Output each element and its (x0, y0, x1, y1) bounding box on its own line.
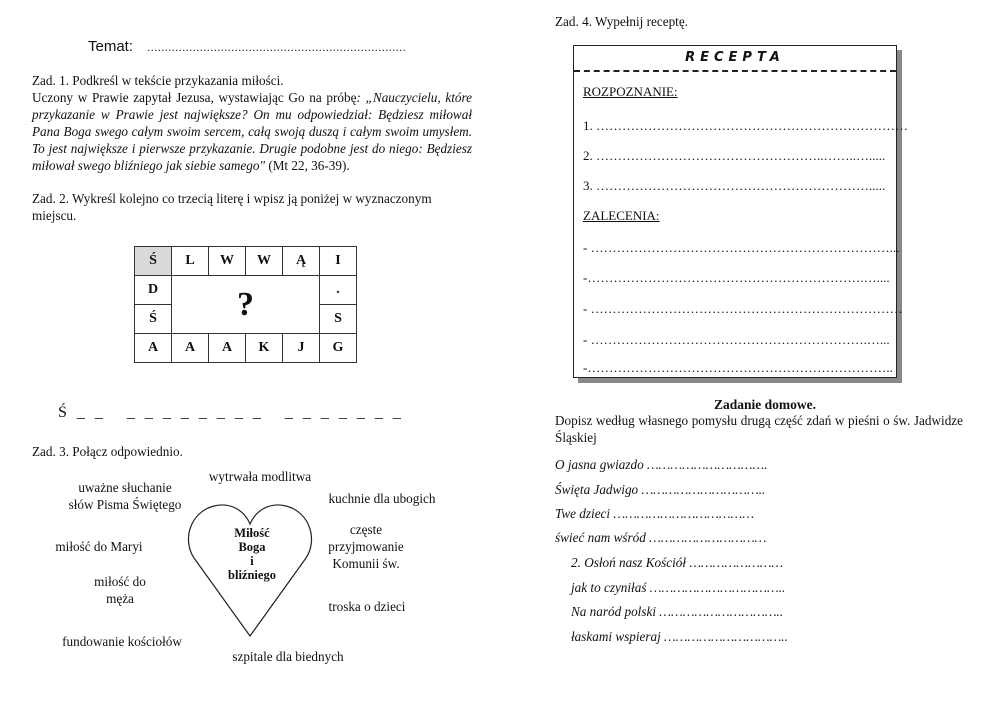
grid-cell: J (283, 334, 320, 363)
answer-word-1: _ _ (76, 404, 106, 421)
heart-line: Miłość (234, 526, 270, 540)
heart-line: bliźniego (228, 568, 276, 582)
recipe-dashed-divider (574, 70, 896, 72)
letter-grid (134, 246, 357, 363)
grid-cell: W (246, 247, 283, 276)
song-line[interactable]: 2. Osłoń nasz Kościół …………………… (571, 555, 784, 570)
answer-first-letter: Ś (58, 404, 70, 421)
topic-blank: .......................................................................... (147, 40, 407, 54)
task-3-title: Zad. 3. Połącz odpowiednio. (32, 444, 183, 459)
recommendations-heading: ZALECENIA: (583, 208, 660, 223)
song-line[interactable]: świeć nam wśród ………………………… (555, 530, 767, 545)
task-1-title: Zad. 1. Podkreśl w tekście przykazania miłości. (32, 73, 284, 88)
item-text: męża (106, 591, 134, 606)
item-mary[interactable]: miłość do Maryi (55, 539, 143, 554)
grid-cell: W (209, 247, 246, 276)
recommendation-line-1[interactable]: - ……………………………………………………………... (583, 240, 900, 255)
diagnosis-line-3[interactable]: 3. ………………………………………………………..... (583, 178, 886, 193)
item-prayer[interactable]: wytrwała modlitwa (208, 469, 312, 484)
heart-line: Boga (238, 540, 266, 554)
item-churches[interactable]: fundowanie kościołów (62, 634, 182, 649)
song-line[interactable]: Święta Jadwigo ………………………….. (555, 482, 766, 497)
song-line[interactable]: łaskami wspieraj ………………………….. (571, 629, 788, 644)
answer-blanks[interactable] (58, 404, 404, 422)
task-1-quote: : „Nauczycielu, które przykazanie w Prawie jest największe? On mu odpowiedział: Będziesz miłował Pana Boga swego całym swoim sercem, całą swoją duszą i całym swoim umysłem. To jest największe i pierwsze przykazanie. Drugie podobne jest do niego: Będziesz miłował swego bliźniego jak siebie samego" (32, 90, 472, 173)
song-line[interactable]: Twe dzieci ……………………………… (555, 506, 755, 521)
task-1-text (32, 89, 472, 174)
grid-cell: I (320, 247, 357, 276)
grid-cell: K (246, 334, 283, 363)
song-line[interactable]: Na naród polski ………………………….. (571, 604, 784, 619)
item-communion[interactable] (316, 521, 416, 572)
diagnosis-line-2[interactable]: 2. ……………………………………………..……..…..... (583, 148, 886, 163)
grid-cell: A (209, 334, 246, 363)
homework-title: Zadanie domowe. (713, 397, 816, 412)
item-text: Komunii św. (332, 556, 400, 571)
grid-cell: A (135, 334, 172, 363)
recommendation-line-5[interactable]: -…………………………………………………………….. (583, 360, 893, 375)
grid-cell: D (135, 276, 172, 305)
item-kitchens[interactable]: kuchnie dla ubogich (328, 491, 436, 506)
item-text: miłość do (94, 574, 146, 589)
topic-label: Temat: (88, 38, 134, 55)
topic-line (88, 38, 406, 55)
recommendation-line-3[interactable]: - ……………………………………………………………… (583, 301, 903, 316)
grid-cell: Ś (135, 305, 172, 334)
recipe-card (573, 45, 908, 378)
homework-instruction: Dopisz według własnego pomysłu drugą część zdań w pieśni o św. Jadwidze Śląskiej (555, 413, 963, 445)
question-mark: ? (237, 285, 254, 323)
grid-cell: Ą (283, 247, 320, 276)
task-1-reference: (Mt 22, 36-39). (265, 158, 350, 173)
grid-cell: Ś (135, 247, 172, 276)
item-hospitals[interactable]: szpitale dla biednych (232, 649, 344, 664)
item-children[interactable]: troska o dzieci (328, 599, 406, 614)
answer-word-2: _ _ _ _ _ _ _ _ (126, 404, 264, 421)
grid-cell: A (172, 334, 209, 363)
diagnosis-line-1[interactable]: 1. ……………………………………………………………… (583, 118, 908, 133)
song-line[interactable]: jak to czyniłaś …………………………….. (571, 580, 786, 595)
grid-cell: G (320, 334, 357, 363)
grid-cell: S (320, 305, 357, 334)
heart-line: i (250, 554, 254, 568)
recommendation-line-4[interactable]: - ……………………………………………………….…... (583, 332, 890, 347)
item-text: słów Pisma Świętego (68, 497, 182, 512)
task-1-intro: Uczony w Prawie zapytał Jezusa, wystawiając Go na próbę (32, 90, 357, 105)
item-listening[interactable] (60, 479, 190, 513)
recipe-title: RECEPTA (685, 50, 785, 65)
grid-cell: L (172, 247, 209, 276)
item-text: częste (349, 522, 383, 537)
answer-word-3: _ _ _ _ _ _ _ (284, 404, 404, 421)
task-2-instruction: Zad. 2. Wykreśl kolejno co trzecią literę i wpisz ją poniżej w wyznaczonym miejscu. (32, 191, 432, 223)
grid-cell: . (320, 276, 357, 305)
item-text: przyjmowanie (328, 539, 404, 554)
item-text: uważne słuchanie (78, 480, 172, 495)
heart-label (216, 526, 288, 582)
recommendation-line-2[interactable]: -……………………………………………………….….... (583, 270, 890, 285)
item-husband[interactable] (80, 573, 160, 607)
song-line[interactable]: O jasna gwiazdo …………………………. (555, 457, 768, 472)
task-4-title: Zad. 4. Wypełnij receptę. (555, 14, 688, 29)
task-1 (32, 72, 472, 174)
diagnosis-heading: ROZPOZNANIE: (583, 84, 678, 99)
